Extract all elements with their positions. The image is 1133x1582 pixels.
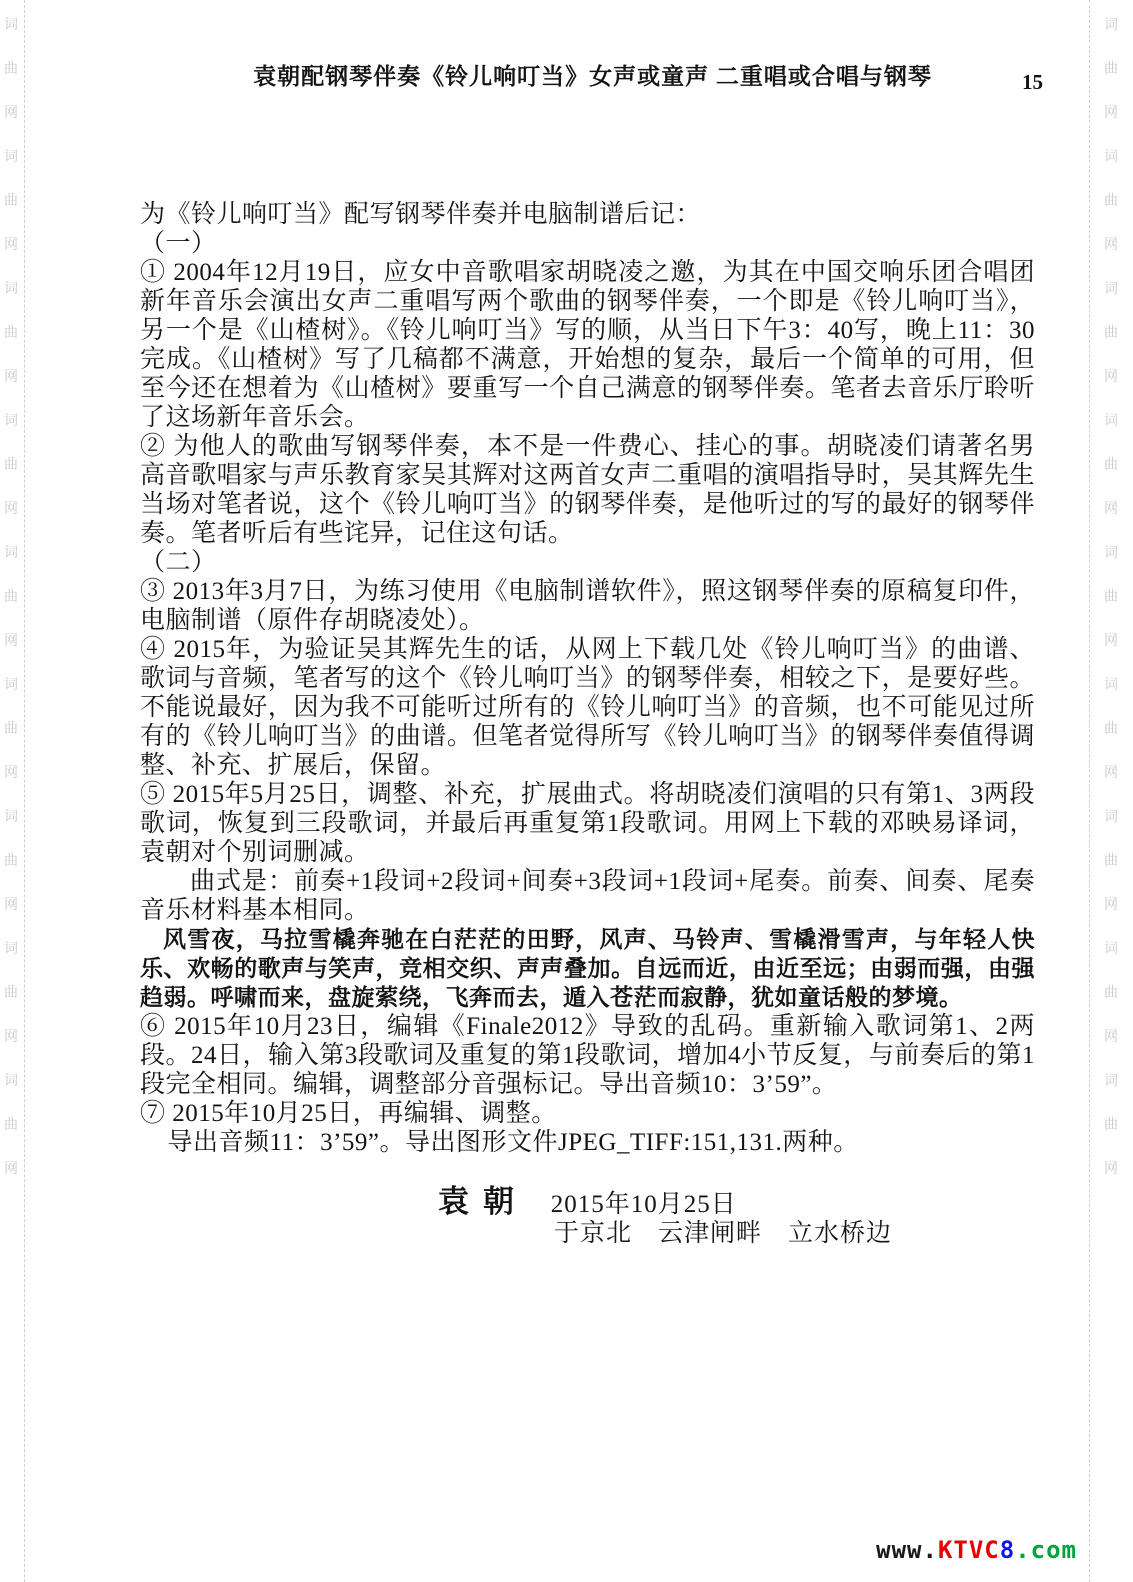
right-watermark-column: 词曲网 词曲网 词曲网 词曲网 词曲网 词曲网 词曲网 词曲网 词曲网 [1104,18,1132,1177]
signature-place: 于京北 云津闸畔 立水桥边 [554,1220,893,1247]
page-number: 15 [1022,70,1043,94]
signature-name: 袁朝 [438,1184,528,1219]
paragraph-item-1: ① 2004年12月19日，应女中音歌唱家胡晓凌之邀，为其在中国交响乐团合唱团新年音乐会演出女声二重唱写两个歌曲的钢琴伴奏，一个即是《铃儿响叮当》，另一个是《山楂树》。《铃儿响叮当》写的顺，从当日下午3：40写，晚上11：30完成。《山楂树》写了几稿都不满意，开始想的复杂，最后一个简单的可用，但至今还在想着为《山楂树》要重写一个自己满意的钢琴伴奏。笔者去音乐厅聆听了这场新年音乐会。 [140,259,1035,431]
descriptive-quote-block: 风雪夜，马拉雪橇奔驰在白茫茫的田野，风声、马铃声、雪橇滑雪声，与年轻人快乐、欢畅的歌声与笑声，竞相交织、声声叠加。自远而近，由近至远；由弱而强，由强趋弱。呼啸而来，盘旋萦绕，飞奔而去，遁入苍茫而寂静，犹如童话般的梦境。 [140,927,1035,1010]
right-dashed-rule [1089,0,1090,1582]
paragraph-item-3: ③ 2013年3月7日，为练习使用《电脑制谱软件》，照这钢琴伴奏的原稿复印件，电脑制谱（原件存胡晓凌处）。 [140,578,1035,634]
paragraph-item-2: ② 为他人的歌曲写钢琴伴奏，本不是一件费心、挂心的事。胡晓凌们请著名男高音歌唱家与声乐教育家吴其辉对这两首女声二重唱的演唱指导时，吴其辉先生当场对笔者说，这个《铃儿响叮当》的钢琴伴奏，是他听过的写的最好的钢琴伴奏。笔者听后有些诧异，记住这句话。 [140,433,1035,547]
musical-form-note: 曲式是：前奏+1段词+2段词+间奏+3段词+1段词+尾奏。前奏、间奏、尾奏音乐材料基本相同。 [140,868,1035,924]
export-note: 导出音频11：3’59”。导出图形文件JPEG_TIFF:151,131.两种。 [167,1129,859,1156]
left-dashed-rule [24,0,25,1582]
paragraph-item-7: ⑦ 2015年10月25日，再编辑、调整。 [140,1100,557,1127]
logo-www-segment: www. [876,1536,938,1564]
section-one-label: （一） [140,230,217,257]
document-body [140,200,1035,1248]
signature-date: 2015年10月25日 [550,1191,737,1218]
ktvc8-site-logo [876,1536,1077,1564]
document-header-title: 袁朝配钢琴伴奏《铃儿响叮当》女声或童声 二重唱或合唱与钢琴 [253,64,932,89]
logo-com-segment: .com [1015,1536,1077,1564]
intro-line: 为《铃儿响叮当》配写钢琴伴奏并电脑制谱后记： [140,201,702,228]
section-two-label: （二） [140,549,217,576]
paragraph-item-6: ⑥ 2015年10月23日，编辑《Finale2012》导致的乱码。重新输入歌词第1、2两段。24日，输入第3段歌词及重复的第1段歌词，增加4小节反复，与前奏后的第1段完全相同。编辑，调整部分音强标记。导出音频10：3’59”。 [140,1013,1035,1098]
logo-eight-segment: 8 [999,1536,1016,1564]
paragraph-item-4: ④ 2015年，为验证吴其辉先生的话，从网上下载几处《铃儿响叮当》的曲谱、歌词与音频，笔者写的这个《铃儿响叮当》的钢琴伴奏，相较之下，是要好些。不能说最好，因为我不可能听过所有的《铃儿响叮当》的音频，也不可能见过所有的《铃儿响叮当》的曲谱。但笔者觉得所写《铃儿响叮当》的钢琴伴奏值得调整、补充、扩展后，保留。 [140,636,1035,779]
signature-row [438,1184,1035,1219]
logo-ktvc-segment: KTVC [937,1536,1000,1564]
left-watermark-column: 词曲网 词曲网 词曲网 词曲网 词曲网 词曲网 词曲网 词曲网 词曲网 [4,18,32,1177]
paragraph-item-5: ⑤ 2015年5月25日，调整、补充，扩展曲式。将胡晓凌们演唱的只有第1、3两段歌词，恢复到三段歌词，并最后再重复第1段歌词。用网上下载的邓映易译词，袁朝对个别词删减。 [140,781,1035,866]
